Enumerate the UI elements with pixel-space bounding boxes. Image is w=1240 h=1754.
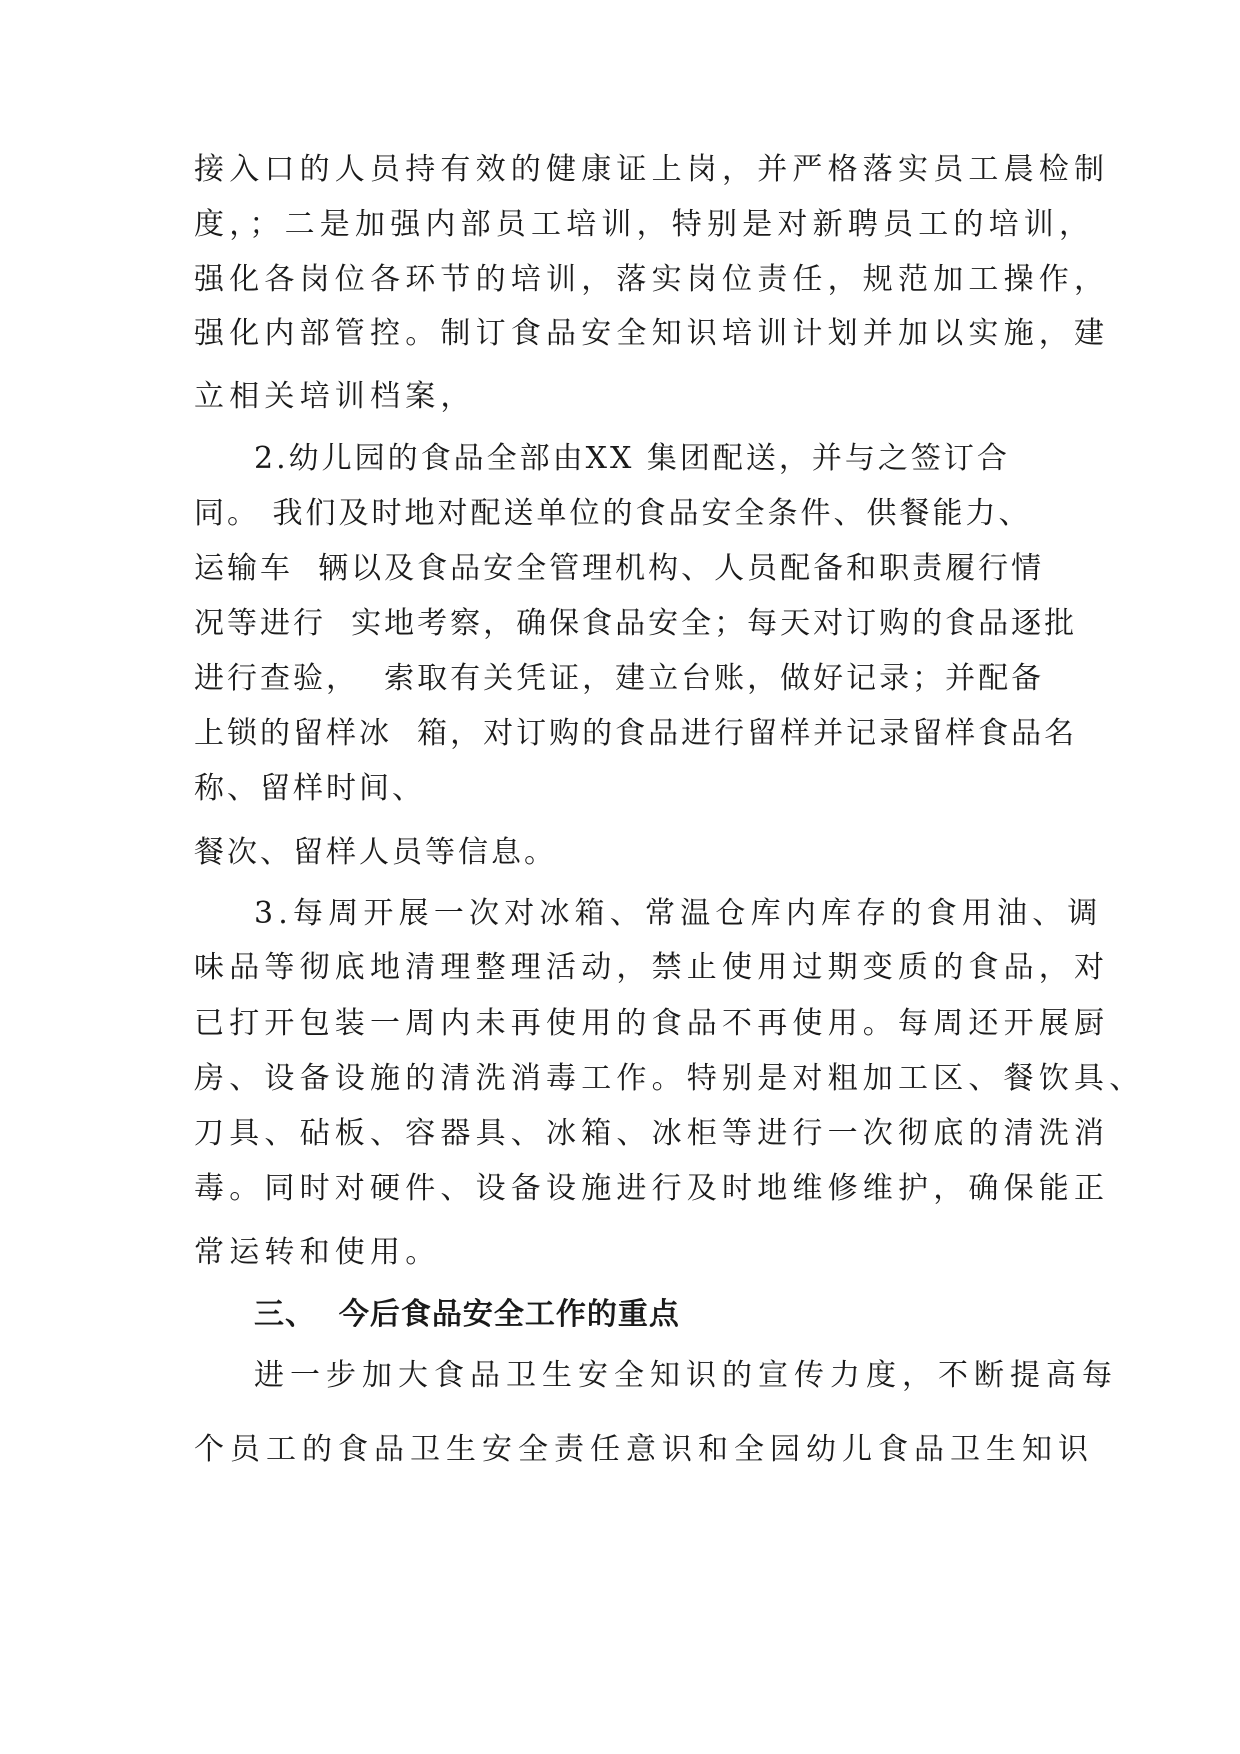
paragraph-line: 立相关培训档案， (194, 379, 476, 414)
paragraph-line: 况等进行 实地考察，确保食品安全；每天对订购的食品逐批 (194, 606, 1078, 641)
paragraph-line: 进一步加大食品卫生安全知识的宣传力度，不断提高每 (254, 1358, 1118, 1393)
paragraph-line: 房、设备设施的清洗消毒工作。特别是对粗加工区、餐饮具、 (194, 1061, 1145, 1096)
paragraph-line: 称、留样时间、 (194, 771, 425, 806)
paragraph-line: 度，；二是加强内部员工培训，特别是对新聘员工的培训， (194, 207, 1095, 242)
paragraph-line: 同。 我们及时地对配送单位的食品安全条件、供餐能力、 (194, 496, 1032, 531)
paragraph-line: 餐次、留样人员等信息。 (194, 835, 557, 870)
paragraph-line: 3.每周开展一次对冰箱、常温仓库内库存的食用油、调 (254, 896, 1103, 931)
paragraph-line: 强化内部管控。制订食品安全知识培训计划并加以实施，建 (194, 316, 1110, 351)
paragraph-line: 强化各岗位各环节的培训，落实岗位责任，规范加工操作， (194, 262, 1110, 297)
paragraph-line: 接入口的人员持有效的健康证上岗，并严格落实员工晨检制 (194, 152, 1110, 187)
paragraph-line: 2.幼儿园的食品全部由XX 集团配送，并与之签订合 (254, 441, 1010, 476)
paragraph-line: 个员工的食品卫生安全责任意识和全园幼儿食品卫生知识 (194, 1432, 1094, 1467)
paragraph-line: 运输车 辆以及食品安全管理机构、人员配备和职责履行情 (194, 551, 1045, 586)
paragraph-line: 毒。同时对硬件、设备设施进行及时地维修维护，确保能正 (194, 1171, 1110, 1206)
paragraph-line: 味品等彻底地清理整理活动，禁止使用过期变质的食品，对 (194, 950, 1110, 985)
paragraph-line: 进行查验， 索取有关凭证，建立台账，做好记录；并配备 (194, 661, 1045, 696)
paragraph-line: 上锁的留样冰 箱，对订购的食品进行留样并记录留样食品名 (194, 716, 1078, 751)
section-heading: 三、 今后食品安全工作的重点 (254, 1297, 680, 1332)
paragraph-line: 刀具、砧板、容器具、冰箱、冰柜等进行一次彻底的清洗消 (194, 1116, 1110, 1151)
paragraph-line: 常运转和使用。 (194, 1235, 441, 1270)
paragraph-line: 已打开包装一周内未再使用的食品不再使用。每周还开展厨 (194, 1006, 1110, 1041)
